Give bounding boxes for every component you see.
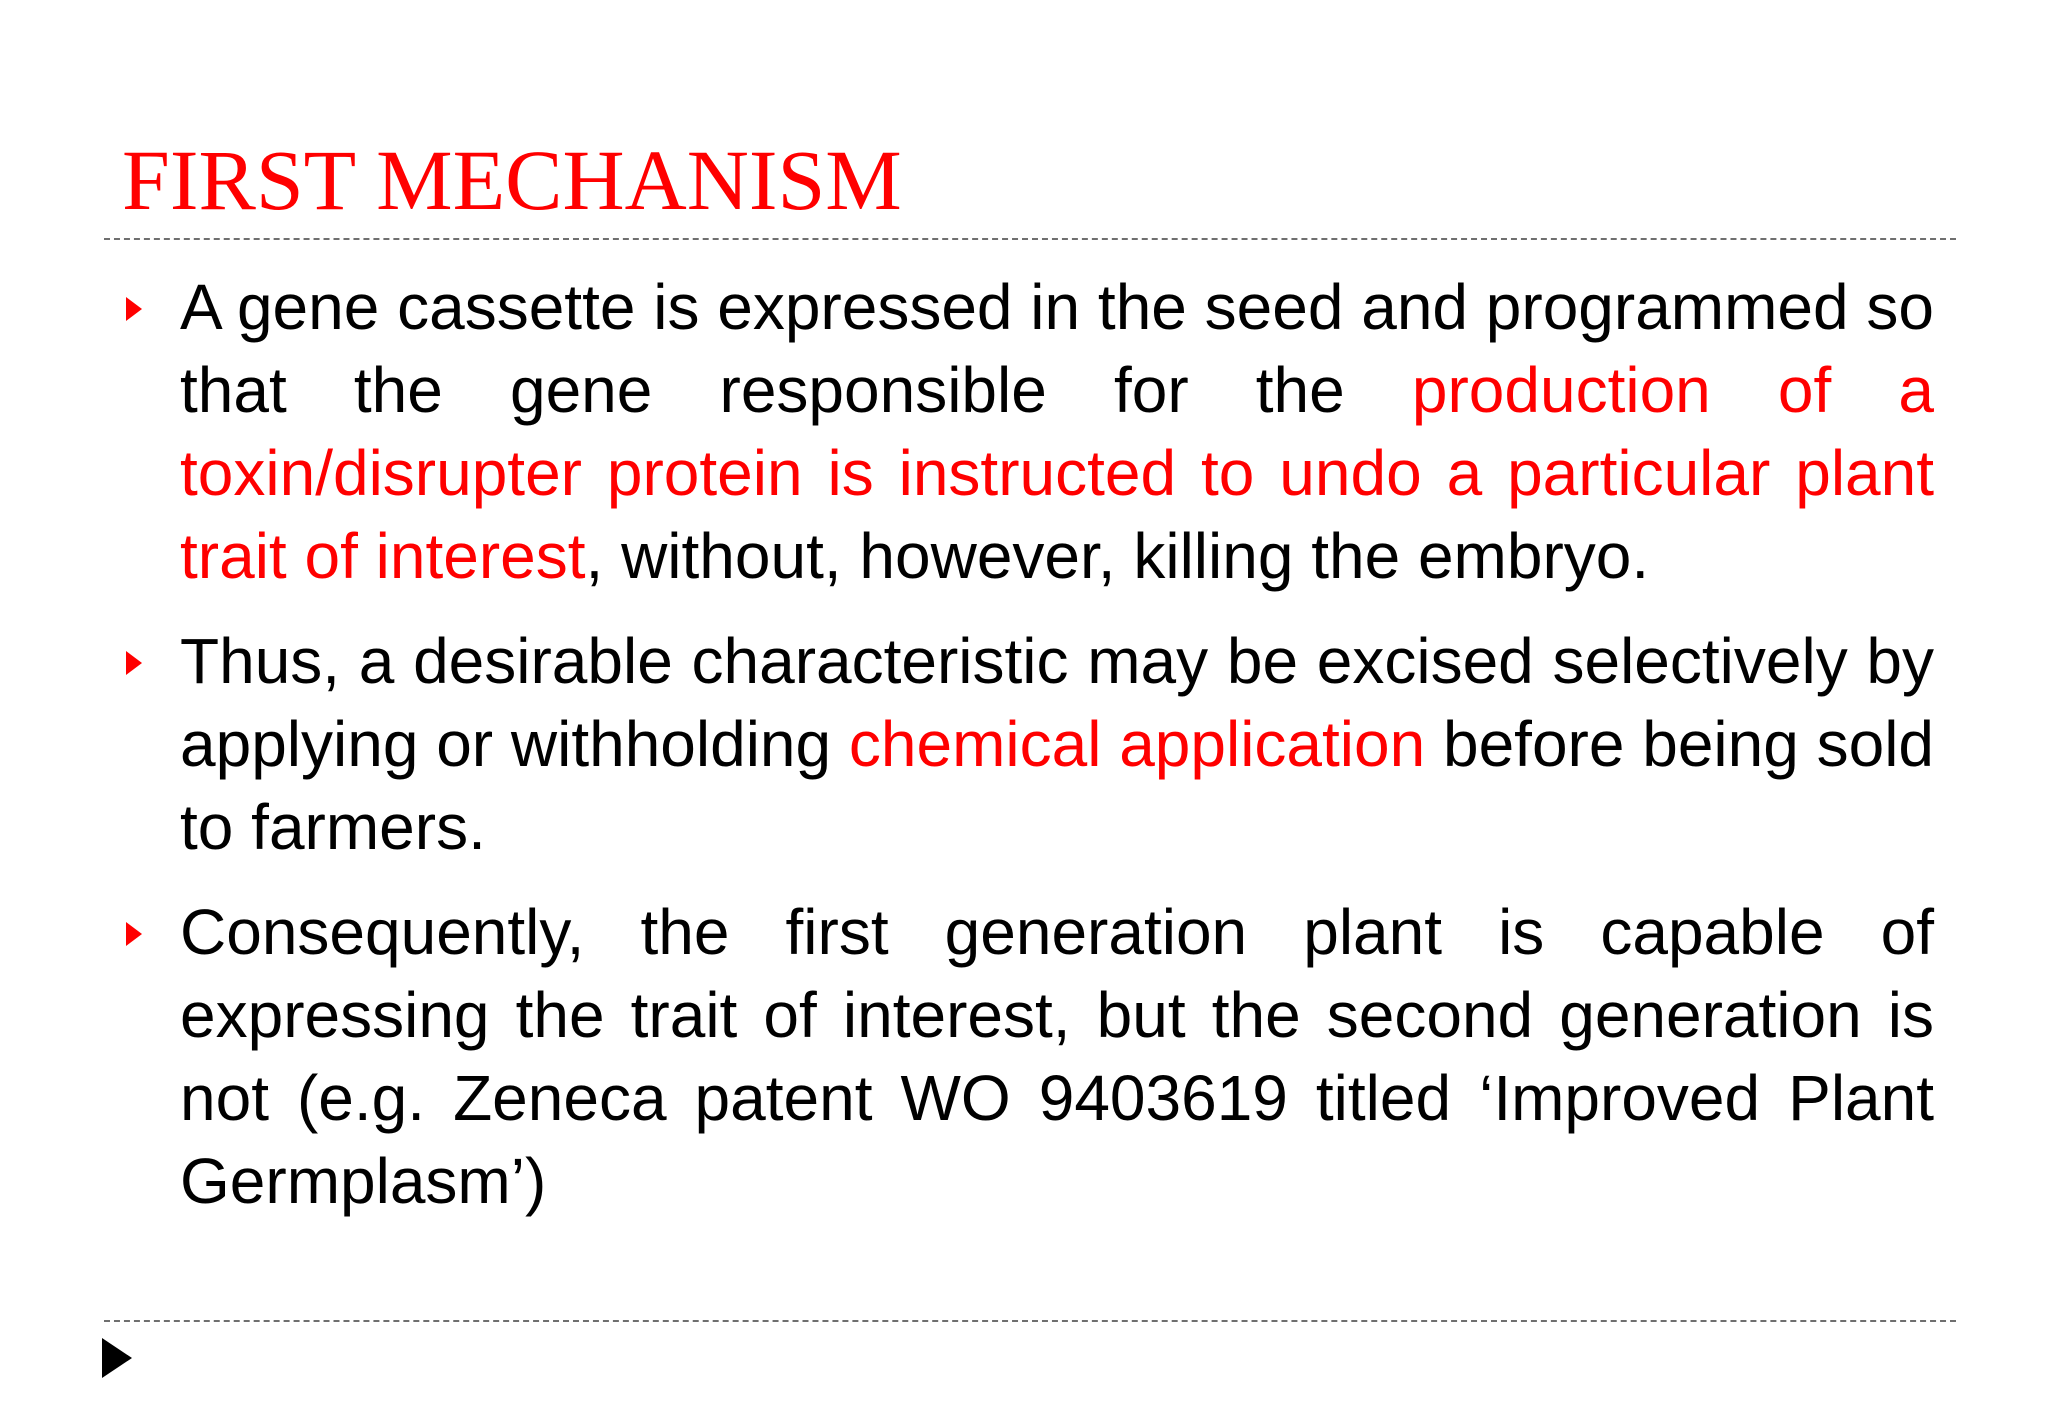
bullet-list (122, 266, 1934, 1245)
play-arrow-icon[interactable] (102, 1338, 132, 1378)
bullet-text: Consequently, the first generation plant is capable of expressing the trait of interest, but the second generation is not (e.g. Zeneca patent WO 9403619 titled ‘Improved Plant Germplasm’) (180, 896, 1934, 1217)
bullet-text: Thus, a desirable characteristic may be excised selectively by applying or withholding (180, 625, 1934, 780)
bullet-item (122, 891, 1934, 1223)
title-divider (104, 238, 1956, 240)
bullet-text: , without, however, killing the embryo. (585, 520, 1650, 592)
bullet-text: before being sold to farmers. (180, 708, 1934, 863)
highlighted-text: chemical application (848, 708, 1426, 780)
bullet-item (122, 266, 1934, 598)
footer-divider (104, 1320, 1956, 1322)
bullet-text: A gene cassette is expressed in the seed and programmed so that the gene responsible for the (180, 271, 1934, 426)
triangle-right-icon (126, 297, 142, 321)
triangle-right-icon (126, 922, 142, 946)
highlighted-text: production of a toxin/disrupter protein is instructed to undo a particular plant trait of interest (180, 354, 1935, 592)
slide-title: FIRST MECHANISM (122, 132, 902, 228)
triangle-right-icon (126, 651, 142, 675)
bullet-item (122, 620, 1934, 869)
